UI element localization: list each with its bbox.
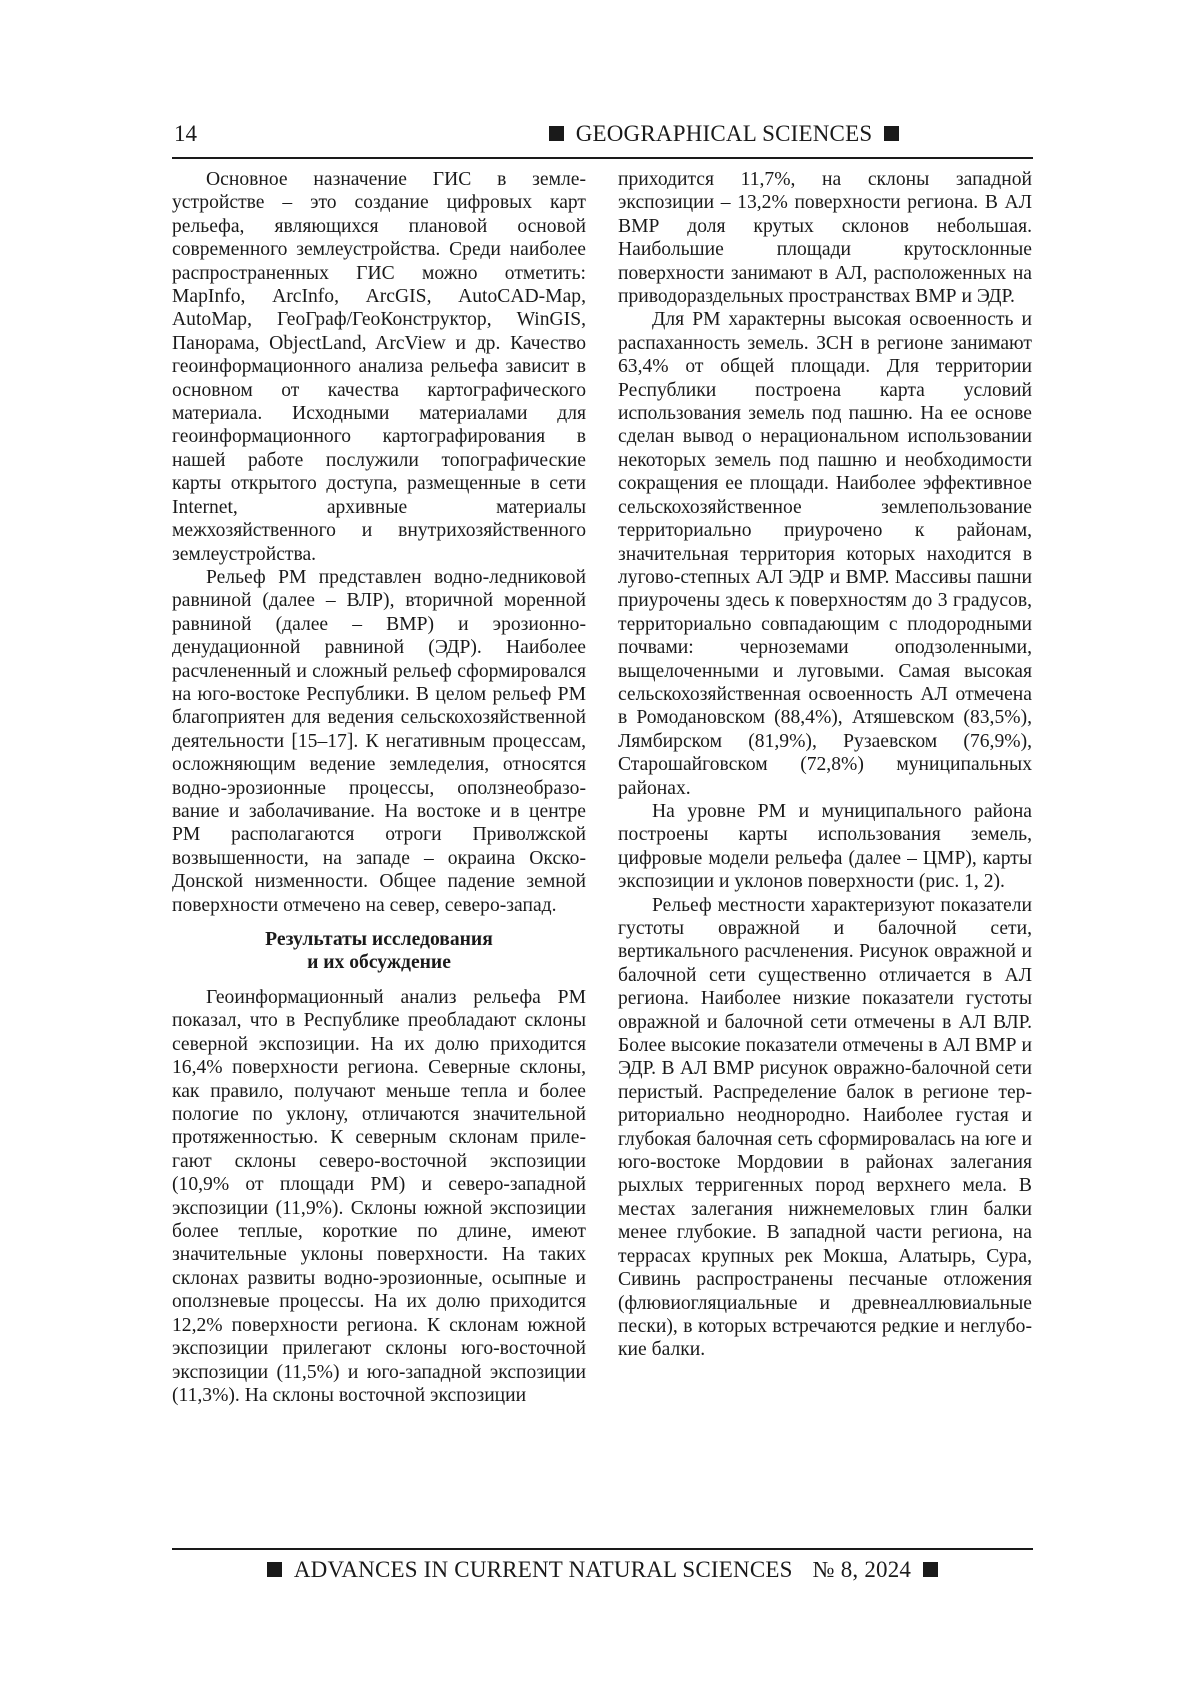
journal-footer bbox=[172, 1556, 1033, 1584]
paragraph: Геоинформационный анализ рельефа РМ показал, что в Республике преоблада­ют склоны северной экспозиции. На их долю приходится 16,4% поверхности ре­гиона. Северные склоны, как правило, получают меньше тепла и более пологие по уклону, отличаются значительной про­тяженностью. К северным склонам приле­гают склоны северо-восточной экспозиции (10,9% от площади РМ) и северо-западной экспозиции (11,9%). Склоны южной экс­позиции более теплые, короткие по длине, имеют значительные уклоны поверхности. На таких склонах развиты водно-эрози­онные, осыпные и оползневые процессы. На их долю приходится 12,2% поверхно­сти региона. К склонам южной экспозиции прилегают склоны юго-восточной экспо­зиции (11,5%) и юго-западной экспозиции (11,3%). На склоны восточной экспозиции bbox=[172, 986, 586, 1407]
section-heading-line: и их обсуждение bbox=[172, 951, 586, 974]
paragraph: Для РМ характерны высокая освоен­ность и распаханность земель. ЗСН в ре­гионе занимают 63,4% от общей площади. Для территории Республики построена карта условий использования земель под пашню. На ее основе сделан вывод о не­рациональном использовании некоторых земель под пашню и необходимости сокра­щения ее площади. Наиболее эффективное сельскохозяйственное землепользование территориально приурочено к районам, значительная территория которых нахо­дится в лугово-степных АЛ ЭДР и ВМР. Массивы пашни приурочены здесь к по­верхностям до 3 градусов, территориально совпадающим с плодородными почвами: черноземами оподзоленными, выщелочен­ными и луговыми. Самая высокая сельско­хозяйственная освоенность АЛ отмечена в Ромодановском (88,4%), Атяшевском (83,5%), Лямбирском (81,9%), Рузаевском (76,9%), Старошайговском (72,8%) муни­ципальных районах. bbox=[618, 308, 1032, 800]
paragraph-continued: приходится 11,7%, на склоны западной экспозиции – 13,2% поверхности региона. В АЛ ВМР доля крутых склонов неболь­шая. Наибольшие площади крутосклонные поверхности занимают в АЛ, расположен­ных на приводораздельных пространствах ВМР и ЭДР. bbox=[618, 168, 1032, 308]
page-number: 14 bbox=[174, 120, 197, 148]
right-column bbox=[618, 168, 1032, 1362]
black-square-icon bbox=[267, 1562, 282, 1577]
page-footer bbox=[172, 1548, 1033, 1590]
paragraph: Рельеф РМ представлен водно-ледни­ковой равниной (далее – ВЛР), вторичной моренной равниной (далее – ВМР) и эро­зионно-денудационной равниной (ЭДР). Наиболее расчлененный и сложный рельеф сформировался на юго-востоке Республики. В целом рельеф РМ благоприятен для ве­дения сельскохозяйственной деятельности [15–17]. К негативным процессам, ослож­няющим ведение земледелия, относятся во­дно-эрозионные процессы, оползнеобразо­вание и заболачивание. На востоке и в цен­тре РМ располагаются отроги Приволжской возвышенности, на западе – окраина Ок­ско-Донской низменности. Общее падение земной поверхности отмечено на север, северо-запад. bbox=[172, 566, 586, 917]
left-column bbox=[172, 168, 586, 1407]
paragraph: На уровне РМ и муниципального райо­на построены карты использования земель, цифровые модели рельефа (далее – ЦМР), карты экспозиции и уклонов поверхности (рис. 1, 2). bbox=[618, 800, 1032, 894]
section-heading-line: Результаты исследования bbox=[172, 928, 586, 951]
section-title: GEOGRAPHICAL SCIENCES bbox=[576, 121, 873, 146]
issue-number: № 8, 2024 bbox=[813, 1557, 912, 1582]
paragraph: Основное назначение ГИС в земле­устройстве – это создание цифровых карт рельефа, являющихся плановой основой современного землеустройства. Среди наи­более распространенных ГИС можно отме­тить: MapInfo, ArcInfo, ArcGIS, AutoCAD-Map, AutoMap, ГеоГраф/ГеоКонструктор, WinGIS, Панорама, ObjectLand, ArcView и др. Качество геоинформационного анали­за рельефа зависит в основном от качества картографического материала. Исходными материалами для геоинформационного кар­тографирования в нашей работе послужили топографические карты открытого досту­па, размещенные в сети Internet, архивные материалы межхозяйственного и внутрихо­зяйственного землеустройства. bbox=[172, 168, 586, 566]
black-square-icon bbox=[549, 126, 564, 141]
journal-section-heading bbox=[424, 119, 1024, 149]
section-heading bbox=[172, 928, 586, 974]
black-square-icon bbox=[923, 1562, 938, 1577]
page-header bbox=[172, 119, 1033, 159]
paragraph: Рельеф местности характеризуют по­казатели густоты овражной и балочной сети, вертикального расчленения. Рисунок овражной и балочной сети существенно отличается в АЛ региона. Наиболее низкие показатели густоты овражной и балочной сети отмечены в АЛ ВЛР. Более высокие по­казатели отмечены в АЛ ВМР и ЭДР. В АЛ ВМР рисунок овражно-балочной сети пери­стый. Распределение балок в регионе тер­риториально неоднородно. Наиболее густая и глубокая балочная сеть сформировалась на юге и юго-востоке Мордовии в райо­нах залегания рыхлых терригенных пород верхнего мела. В местах залегания нижне­меловых глин балки менее глубокие. В за­падной части региона, на террасах крупных рек Мокша, Алатырь, Сура, Сивинь распро­странены песчаные отложения (флювиогля­циальные и древнеаллювиальные пески), в которых встречаются редкие и неглубо­кие балки. bbox=[618, 894, 1032, 1362]
black-square-icon bbox=[884, 126, 899, 141]
journal-name: ADVANCES IN CURRENT NATURAL SCIENCES bbox=[294, 1557, 793, 1582]
